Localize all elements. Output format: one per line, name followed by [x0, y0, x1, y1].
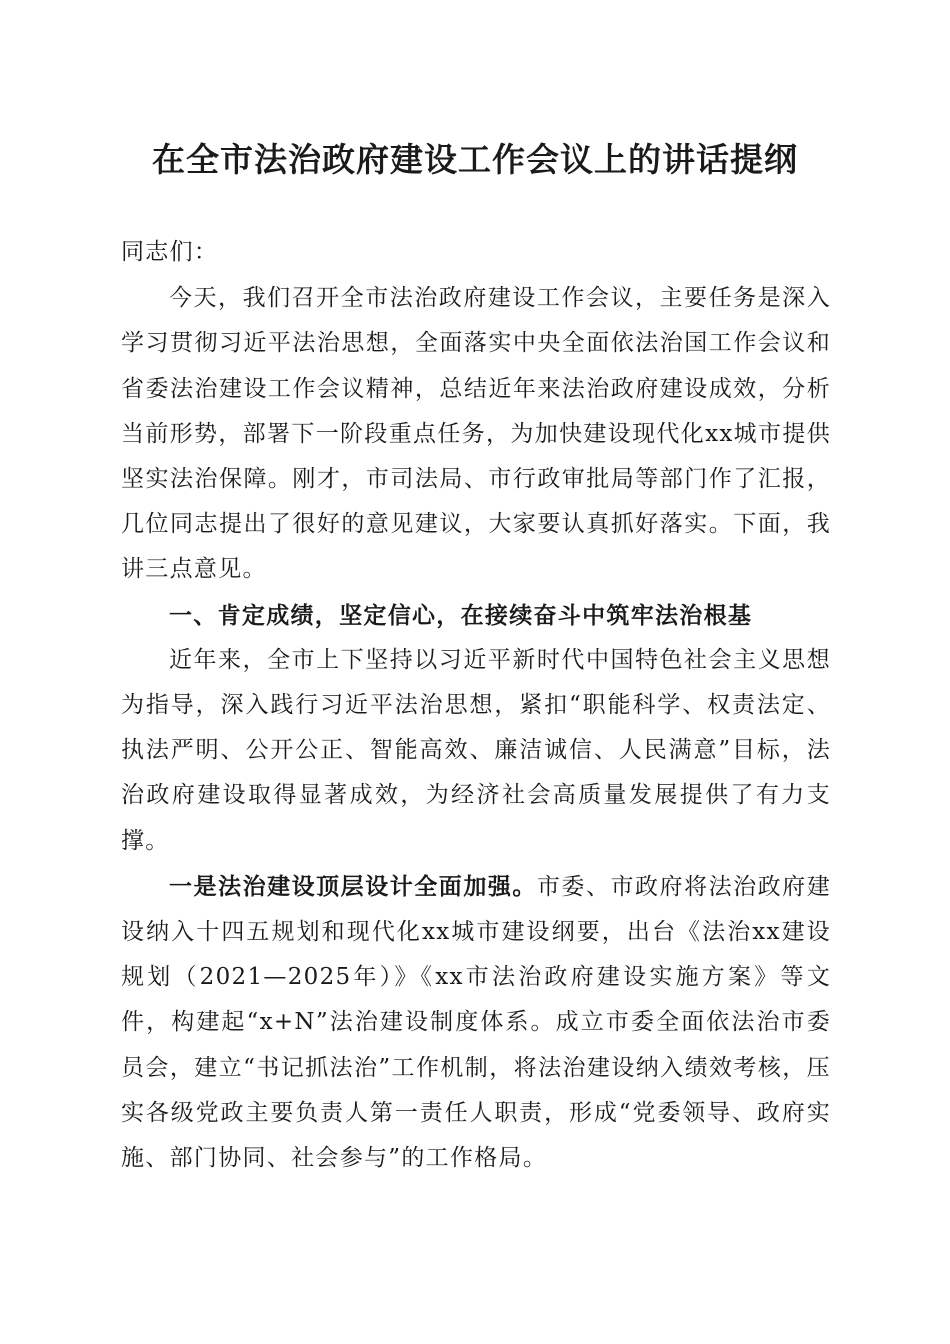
intro-paragraph: 今天，我们召开全市法治政府建设工作会议，主要任务是深入学习贯彻习近平法治思想，全面落实中央全面依法治国工作会议和省委法治建设工作会议精神，总结近年来法治政府建设成效，分析当前形势，部署下一阶段重点任务，为加快建设现代化xx城市提供坚实法治保障。刚才，市司法局、市行政审批局等部门作了汇报，几位同志提出了很好的意见建议，大家要认真抓好落实。下面，我讲三点意见。 — [121, 285, 831, 583]
point-one-body: 市委、市政府将法治政府建设纳入十四五规划和现代化xx城市建设纲要，出台《法治xx建设规划（2021—2025年）》《xx市法治政府建设实施方案》等文件，构建起“x+N”法治建设制度体系。成立市委全面依法治市委员会，建立“书记抓法治”工作机制，将法治建设纳入绩效考核，压实各级党政主要负责人第一责任人职责，形成“党委领导、政府实施、部门协同、社会参与”的工作格局。 — [121, 873, 831, 1172]
section-one-paragraph: 近年来，全市上下坚持以习近平新时代中国特色社会主义思想为指导，深入践行习近平法治思想，紧扣“职能科学、权责法定、执法严明、公开公正、智能高效、廉洁诚信、人民满意”目标，法治政府建设取得显著成效，为经济社会高质量发展提供了有力支撑。 — [121, 646, 831, 854]
salutation: 同志们： — [121, 239, 219, 265]
point-one-paragraph — [121, 864, 831, 1181]
document-body — [121, 230, 831, 1181]
section-one-heading: 一、肯定成绩，坚定信心，在接续奋斗中筑牢法治根基 — [169, 601, 753, 629]
point-one-lead: 一是法治建设顶层设计全面加强。 — [169, 872, 537, 900]
document-title: 在全市法治政府建设工作会议上的讲话提纲 — [152, 140, 798, 179]
